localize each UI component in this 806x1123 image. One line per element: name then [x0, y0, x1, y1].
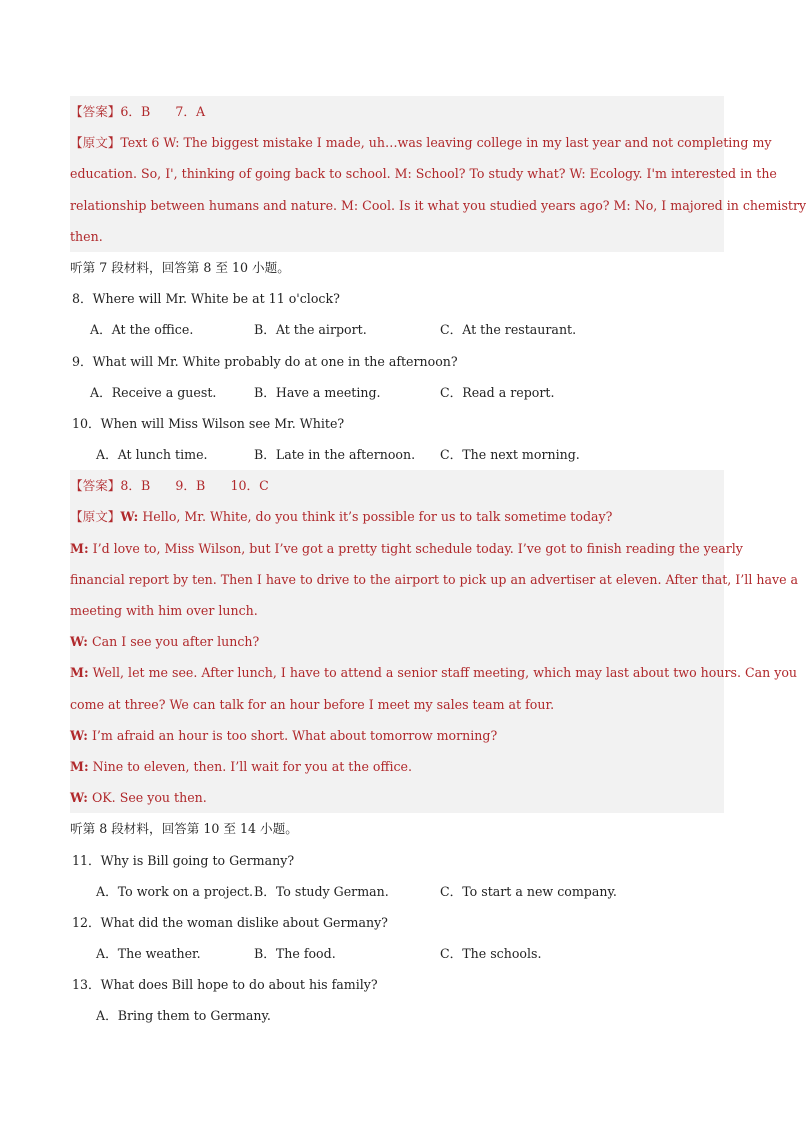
question-9-options [70, 377, 724, 408]
option-b: B．Have a meeting. [254, 384, 381, 400]
answer-block-6-7 [70, 96, 806, 252]
original-label: 【原文】 [70, 135, 121, 151]
dialog-text: Nine to eleven, then. I’ll wait for you at the office. [92, 758, 412, 774]
dialog-line [70, 501, 724, 532]
dialog-line: come at three? We can talk for an hour before I meet my sales team at four. [70, 696, 555, 712]
option-b: B．At the airport. [254, 322, 367, 338]
option-b: B．To study German. [254, 883, 389, 899]
dialog-text: Can I see you after lunch? [91, 634, 260, 650]
original-text-line: then. [70, 228, 103, 244]
speaker-label: W: [70, 634, 88, 650]
dialog-text: I’m afraid an hour is too short. What about tomorrow morning? [91, 727, 498, 743]
question-11: 11．Why is Bill going to Germany? [72, 852, 295, 868]
original-text-line: education. So, I', thinking of going back to school. M: School? To study what? W: Ecology. I'm interested in the [70, 166, 777, 182]
original-text-line: relationship between humans and nature. M: Cool. Is it what you studied years ago? M: No, I majored in chemistry [70, 197, 806, 213]
question-13-options [70, 1000, 724, 1031]
option-c: C．Read a report. [440, 384, 555, 400]
dialog-line: meeting with him over lunch. [70, 603, 258, 618]
speaker-label: W: [70, 790, 88, 806]
question-9: 9．What will Mr. White probably do at one in the afternoon? [72, 353, 458, 369]
speaker-label: W: [120, 509, 139, 525]
question-10-options [70, 439, 724, 470]
dialog-text: Hello, Mr. White, do you think it’s possible for us to talk sometime today? [142, 509, 613, 525]
dialog-line [70, 533, 743, 564]
dialog-line [70, 657, 798, 688]
option-c: C．To start a new company. [440, 883, 617, 899]
dialog-line [70, 751, 724, 782]
option-a: A．At lunch time. [96, 447, 208, 463]
answer-label: 【答案】 [70, 478, 121, 494]
option-a: A．To work on a project. [96, 883, 254, 899]
question-12-options [70, 938, 724, 969]
question-10: 10．When will Miss Wilson see Mr. White? [72, 415, 345, 431]
dialog-line [70, 782, 724, 813]
section-heading: 听第 7 段材料，回答第 8 至 10 小题。 [70, 259, 290, 275]
option-c: C．The schools. [440, 946, 542, 962]
option-b: B．Late in the afternoon. [254, 447, 416, 463]
answer-line [70, 470, 724, 501]
option-a: A．Receive a guest. [90, 384, 217, 400]
option-a: A．Bring them to Germany. [96, 1008, 271, 1024]
question-13: 13．What does Bill hope to do about his family? [72, 977, 378, 993]
original-text-line [70, 127, 772, 158]
option-c: C．At the restaurant. [440, 322, 577, 338]
question-11-options [70, 876, 724, 907]
option-c: C．The next morning. [440, 447, 580, 463]
speaker-label: M: [70, 758, 89, 774]
question-8-options [70, 314, 724, 345]
speaker-label: W: [70, 727, 88, 743]
option-b: B．The food. [254, 946, 336, 962]
speaker-label: M: [70, 665, 89, 681]
dialog-text: I’d love to, Miss Wilson, but I’ve got a pretty tight schedule today. I’ve got to finish reading the yearly [92, 540, 743, 556]
answer-values: 6．B 7．A [120, 104, 206, 119]
dialog-line [70, 626, 724, 657]
original-text: Text 6 W: The biggest mistake I made, uh…was leaving college in my last year and not completing my [120, 135, 772, 151]
speaker-label: M: [70, 540, 89, 556]
dialog-line [70, 720, 724, 751]
option-a: A．At the office. [90, 322, 194, 338]
option-a: A．The weather. [96, 946, 201, 962]
answer-values: 8．B 9．B 10．C [120, 478, 269, 494]
section-heading: 听第 8 段材料，回答第 10 至 14 小题。 [70, 821, 298, 837]
dialog-text: OK. See you then. [91, 790, 207, 806]
answer-block-8-10 [70, 470, 799, 813]
answer-line [70, 96, 724, 127]
dialog-text: Well, let me see. After lunch, I have to attend a senior staff meeting, which may last about two hours. Can you [92, 665, 798, 681]
question-8: 8．Where will Mr. White be at 11 o'clock? [72, 291, 340, 307]
answer-label: 【答案】 [70, 104, 121, 119]
original-label: 【原文】 [70, 509, 121, 525]
question-12: 12．What did the woman dislike about Germany? [72, 914, 388, 930]
page-content [70, 96, 806, 1032]
dialog-line: financial report by ten. Then I have to drive to the airport to pick up an advertiser at eleven. After that, I’ll have a [70, 571, 799, 587]
